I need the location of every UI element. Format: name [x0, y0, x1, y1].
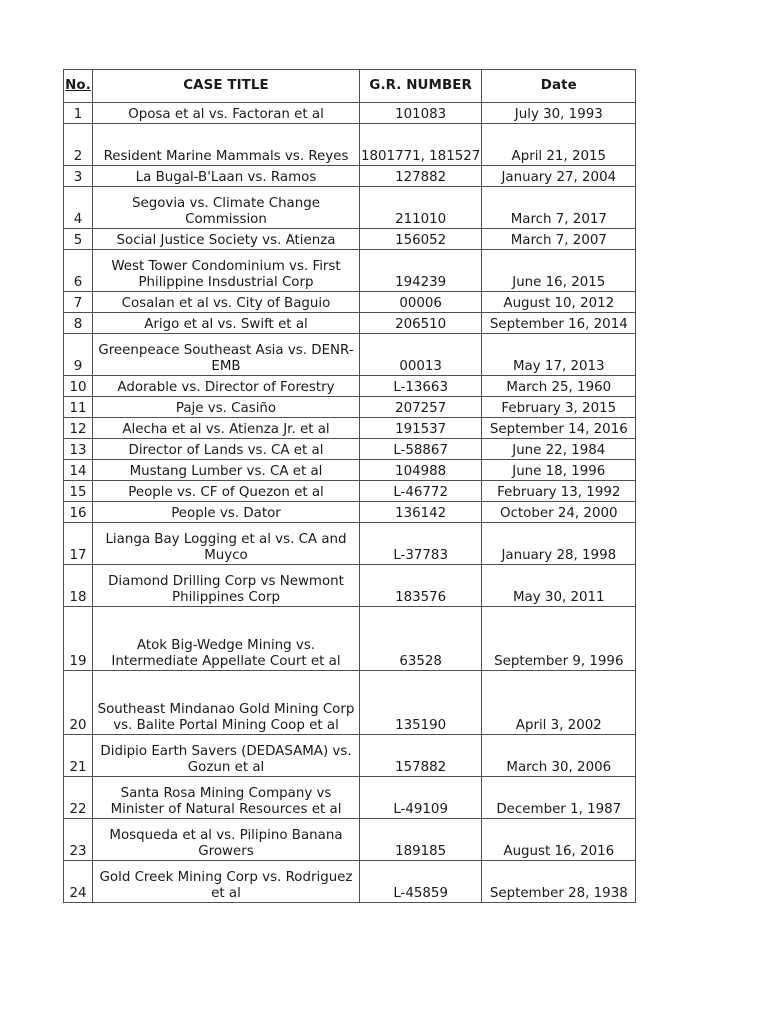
header-number — [64, 70, 93, 103]
gr-number: L-49109 — [360, 777, 482, 819]
gr-number: 194239 — [360, 250, 482, 292]
table-row — [64, 861, 636, 903]
case-title: Atok Big-Wedge Mining vs. Intermediate Appellate Court et al — [93, 607, 360, 671]
case-title: Alecha et al vs. Atienza Jr. et al — [93, 418, 360, 439]
row-number: 22 — [64, 777, 93, 819]
case-title: Arigo et al vs. Swift et al — [93, 313, 360, 334]
case-title: Diamond Drilling Corp vs Newmont Philippines Corp — [93, 565, 360, 607]
table-row — [64, 523, 636, 565]
decision-date: February 3, 2015 — [482, 397, 636, 418]
gr-number: 63528 — [360, 607, 482, 671]
header-number-prefix: N — [65, 78, 77, 93]
case-title: Mosqueda et al vs. Pilipino Banana Growers — [93, 819, 360, 861]
case-title: Southeast Mindanao Gold Mining Corp vs. Balite Portal Mining Coop et al — [93, 671, 360, 735]
table-row — [64, 671, 636, 735]
gr-number: 00006 — [360, 292, 482, 313]
decision-date: June 16, 2015 — [482, 250, 636, 292]
case-table — [63, 69, 636, 903]
gr-number: L-46772 — [360, 481, 482, 502]
decision-date: March 30, 2006 — [482, 735, 636, 777]
row-number: 15 — [64, 481, 93, 502]
decision-date: January 28, 1998 — [482, 523, 636, 565]
table-row — [64, 376, 636, 397]
decision-date: May 17, 2013 — [482, 334, 636, 376]
case-title: People vs. CF of Quezon et al — [93, 481, 360, 502]
gr-number: 127882 — [360, 166, 482, 187]
table-row — [64, 124, 636, 166]
decision-date: December 1, 1987 — [482, 777, 636, 819]
decision-date: September 16, 2014 — [482, 313, 636, 334]
table-row — [64, 777, 636, 819]
case-title: Gold Creek Mining Corp vs. Rodriguez et al — [93, 861, 360, 903]
row-number: 1 — [64, 103, 93, 124]
row-number: 2 — [64, 124, 93, 166]
gr-number: L-58867 — [360, 439, 482, 460]
table-row — [64, 418, 636, 439]
case-title: Social Justice Society vs. Atienza — [93, 229, 360, 250]
decision-date: March 7, 2017 — [482, 187, 636, 229]
header-number-suffix: o. — [76, 78, 91, 93]
gr-number: 157882 — [360, 735, 482, 777]
row-number: 19 — [64, 607, 93, 671]
case-title: Greenpeace Southeast Asia vs. DENR-EMB — [93, 334, 360, 376]
row-number: 14 — [64, 460, 93, 481]
table-row — [64, 250, 636, 292]
gr-number: 156052 — [360, 229, 482, 250]
row-number: 17 — [64, 523, 93, 565]
table-row — [64, 502, 636, 523]
case-title: Adorable vs. Director of Forestry — [93, 376, 360, 397]
row-number: 21 — [64, 735, 93, 777]
table-row — [64, 397, 636, 418]
gr-number: 211010 — [360, 187, 482, 229]
row-number: 23 — [64, 819, 93, 861]
case-title: Resident Marine Mammals vs. Reyes — [93, 124, 360, 166]
decision-date: September 28, 1938 — [482, 861, 636, 903]
row-number: 4 — [64, 187, 93, 229]
decision-date: April 21, 2015 — [482, 124, 636, 166]
table-row — [64, 187, 636, 229]
case-title: La Bugal-B'Laan vs. Ramos — [93, 166, 360, 187]
table-row — [64, 103, 636, 124]
table-header — [64, 70, 636, 103]
table-row — [64, 607, 636, 671]
row-number: 12 — [64, 418, 93, 439]
table-row — [64, 565, 636, 607]
table-row — [64, 334, 636, 376]
header-row — [64, 70, 636, 103]
row-number: 13 — [64, 439, 93, 460]
gr-number: 191537 — [360, 418, 482, 439]
decision-date: June 22, 1984 — [482, 439, 636, 460]
gr-number: L-37783 — [360, 523, 482, 565]
decision-date: September 14, 2016 — [482, 418, 636, 439]
decision-date: March 7, 2007 — [482, 229, 636, 250]
case-title: Lianga Bay Logging et al vs. CA and Muyco — [93, 523, 360, 565]
decision-date: April 3, 2002 — [482, 671, 636, 735]
row-number: 11 — [64, 397, 93, 418]
case-title: Cosalan et al vs. City of Baguio — [93, 292, 360, 313]
row-number: 5 — [64, 229, 93, 250]
decision-date: March 25, 1960 — [482, 376, 636, 397]
decision-date: August 16, 2016 — [482, 819, 636, 861]
decision-date: October 24, 2000 — [482, 502, 636, 523]
row-number: 10 — [64, 376, 93, 397]
gr-number: 101083 — [360, 103, 482, 124]
gr-number: 1801771, 181527 — [360, 124, 482, 166]
case-title: Oposa et al vs. Factoran et al — [93, 103, 360, 124]
row-number: 16 — [64, 502, 93, 523]
gr-number: 206510 — [360, 313, 482, 334]
table-row — [64, 313, 636, 334]
decision-date: May 30, 2011 — [482, 565, 636, 607]
decision-date: June 18, 1996 — [482, 460, 636, 481]
case-title: Paje vs. Casiño — [93, 397, 360, 418]
case-title: Director of Lands vs. CA et al — [93, 439, 360, 460]
header-gr-number: G.R. NUMBER — [360, 70, 482, 103]
gr-number: 136142 — [360, 502, 482, 523]
row-number: 3 — [64, 166, 93, 187]
row-number: 7 — [64, 292, 93, 313]
gr-number: 104988 — [360, 460, 482, 481]
row-number: 9 — [64, 334, 93, 376]
table-body — [64, 103, 636, 903]
table-row — [64, 229, 636, 250]
gr-number: 207257 — [360, 397, 482, 418]
decision-date: January 27, 2004 — [482, 166, 636, 187]
table-row — [64, 735, 636, 777]
gr-number: 00013 — [360, 334, 482, 376]
case-title: Segovia vs. Climate Change Commission — [93, 187, 360, 229]
case-title: Santa Rosa Mining Company vs Minister of Natural Resources et al — [93, 777, 360, 819]
table-row — [64, 166, 636, 187]
case-title: West Tower Condominium vs. First Philippine Insdustrial Corp — [93, 250, 360, 292]
header-case-title: CASE TITLE — [93, 70, 360, 103]
row-number: 8 — [64, 313, 93, 334]
decision-date: September 9, 1996 — [482, 607, 636, 671]
table-row — [64, 819, 636, 861]
header-date: Date — [482, 70, 636, 103]
gr-number: 135190 — [360, 671, 482, 735]
gr-number: 183576 — [360, 565, 482, 607]
decision-date: February 13, 1992 — [482, 481, 636, 502]
row-number: 24 — [64, 861, 93, 903]
case-title: Didipio Earth Savers (DEDASAMA) vs. Gozun et al — [93, 735, 360, 777]
table-row — [64, 439, 636, 460]
table-row — [64, 460, 636, 481]
gr-number: L-45859 — [360, 861, 482, 903]
table-row — [64, 292, 636, 313]
table-row — [64, 481, 636, 502]
row-number: 20 — [64, 671, 93, 735]
row-number: 6 — [64, 250, 93, 292]
gr-number: L-13663 — [360, 376, 482, 397]
row-number: 18 — [64, 565, 93, 607]
decision-date: August 10, 2012 — [482, 292, 636, 313]
gr-number: 189185 — [360, 819, 482, 861]
case-title: People vs. Dator — [93, 502, 360, 523]
case-title: Mustang Lumber vs. CA et al — [93, 460, 360, 481]
decision-date: July 30, 1993 — [482, 103, 636, 124]
